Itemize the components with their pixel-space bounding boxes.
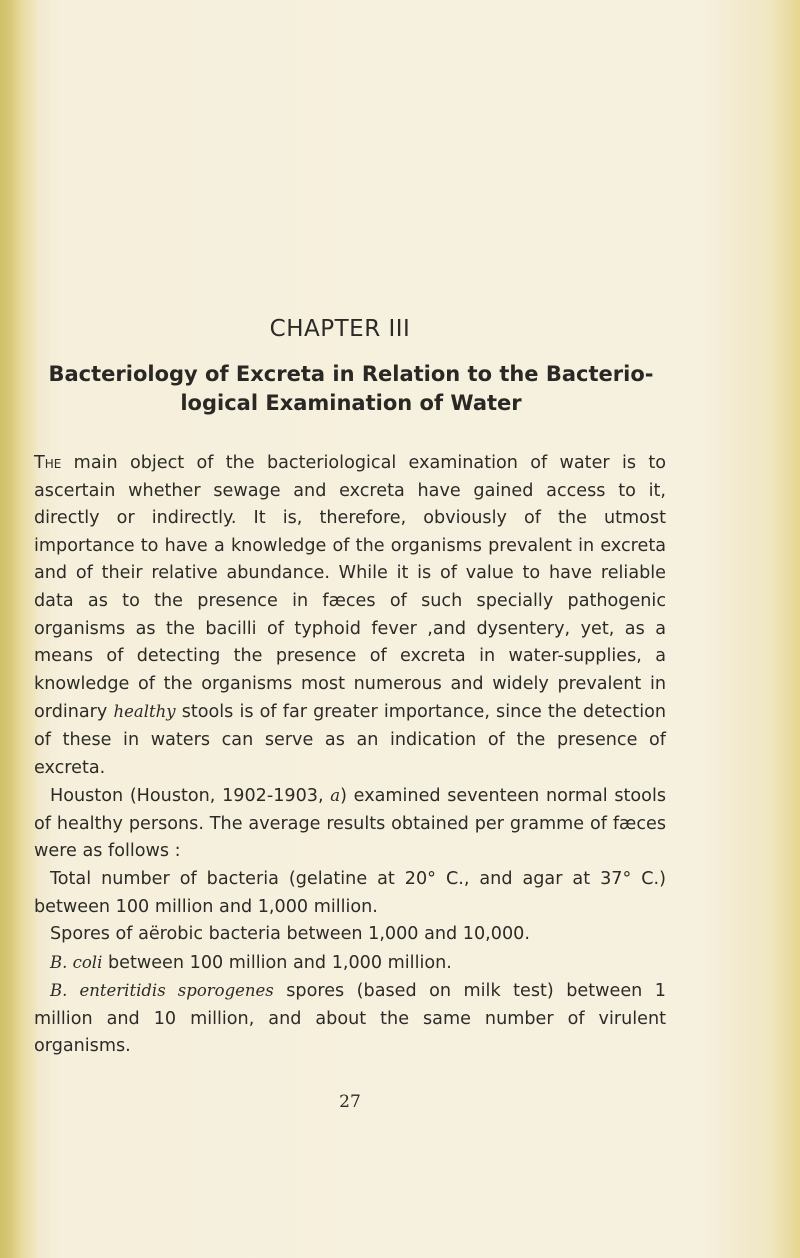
chapter-title-line-2: logical Examination of Water xyxy=(180,391,522,415)
paragraph-2-text-b: ) examined seventeen normal stools of healthy persons. The average results obtained per gramme of fæces were as follows : xyxy=(34,786,666,862)
result-total-bacteria: Total number of bacteria (gelatine at 20° C., and agar at 37° C.) between 100 million and 1,000 million. xyxy=(34,868,666,917)
result-b-coli xyxy=(34,949,666,978)
paragraph-1-text: main object of the bacteriological examination of water is to ascertain whether sewage and excreta have gained access to it, directly or indirectly. It is, therefore, obviously of the utmost importance to have a knowledge of the organisms prevalent in excreta and of their relative abundance. While it is of value to have reliable data as to the presence in fæces of such specially pathogenic organisms as the bacilli of typhoid fever ,and dysentery, yet, as a means of detecting the presence of excreta in water-supplies, a knowledge of the organisms most numerous and widely prevalent in ordinary xyxy=(34,453,666,723)
paragraph-1 xyxy=(34,450,666,782)
chapter-title-line-1: Bacteriology of Excreta in Relation to the Bacterio- xyxy=(48,362,654,386)
result-spores: Spores of aërobic bacteria between 1,000 and 10,000. xyxy=(50,924,530,945)
result-b-enteritidis xyxy=(34,977,666,1061)
body-text xyxy=(34,450,666,1061)
chapter-title xyxy=(36,360,666,418)
paragraph-2-italic: a xyxy=(330,786,341,806)
result-b-enteritidis-name: B. enteritidis sporogenes xyxy=(50,981,274,1001)
result-b-coli-text: between 100 million and 1,000 million. xyxy=(102,952,452,973)
chapter-heading-wrap xyxy=(0,316,680,342)
paragraph-2 xyxy=(34,782,666,866)
chapter-heading: CHAPTER III xyxy=(269,316,411,342)
result-b-coli-name: B. coli xyxy=(50,952,103,972)
paragraph-1-italic: healthy xyxy=(113,702,176,722)
page-number: 27 xyxy=(339,1092,361,1112)
paragraph-2-text-a: Houston (Houston, 1902-1903, xyxy=(50,786,331,807)
result-b-enteritidis-text: spores (based on milk test) between 1 million and 10 million, and about the same number of virulent organisms. xyxy=(34,981,667,1057)
paragraph-1-lead: The xyxy=(34,453,62,473)
paragraph-1-end: stools is of far greater importance, since the detection of these in waters can serve as an indication of the presence of excreta. xyxy=(34,702,666,778)
